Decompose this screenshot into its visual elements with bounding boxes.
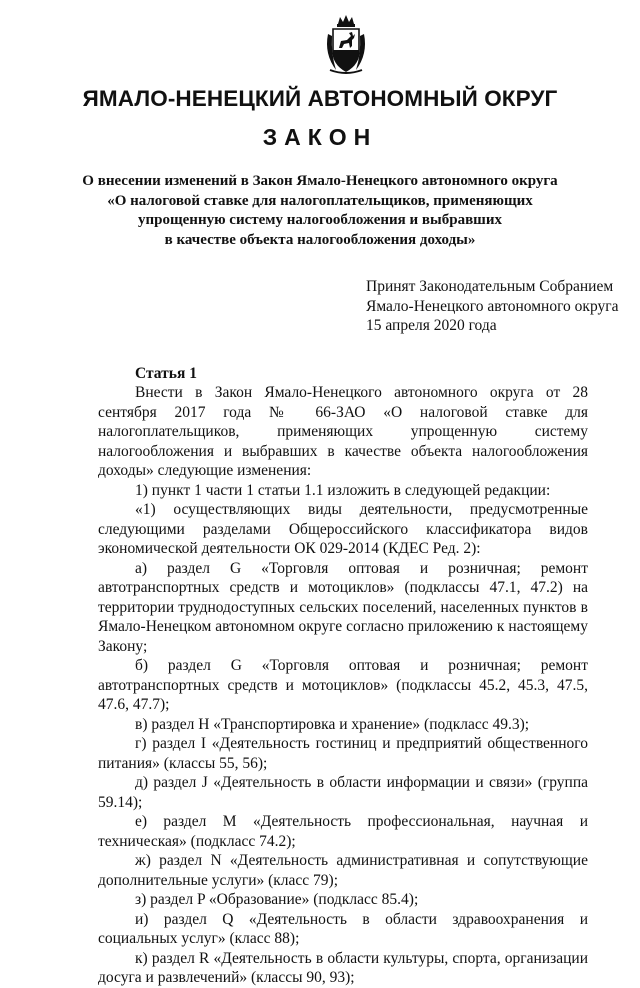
article-paragraph: е) раздел M «Деятельность профессиональная, научная и техническая» (подкласс 74.2); [98, 813, 588, 850]
coat-of-arms-icon [322, 14, 370, 76]
law-title [80, 172, 560, 250]
article-heading: Статья 1 [135, 365, 197, 382]
law-title-line: упрощенную систему налогообложения и выбравших [138, 212, 502, 228]
adoption-note [366, 277, 618, 336]
adoption-date: 15 апреля 2020 года [366, 317, 497, 334]
adoption-line: Ямало-Ненецкого автономного округа [366, 297, 619, 315]
region-name: ЯМАЛО-НЕНЕЦКИЙ АВТОНОМНЫЙ ОКРУГ [82, 86, 558, 111]
article-paragraph: Внести в Закон Ямало-Ненецкого автономного округа от 28 сентября 2017 года № 66-ЗАО «О налоговой ставке для налогоплательщиков, применяющих упрощенную систему налогообложения и выбравших в качестве объекта налогообложения доходы» следующие изменения: [98, 384, 588, 479]
article-paragraph: а) раздел G «Торговля оптовая и розничная; ремонт автотранспортных средств и мотоциклов» (подклассы 47.1, 47.2) на территории труднодоступных сельских поселений, населенных пунктов в Ямало-Ненецком автономном округе согласно приложению к настоящему Закону; [98, 559, 588, 655]
article-paragraph: ж) раздел N «Деятельность административная и сопутствующие дополнительные услуги» (класс 79); [98, 852, 588, 889]
adoption-line: Принят Законодательным Собранием [366, 278, 614, 295]
article-paragraph: д) раздел J «Деятельность в области информации и связи» (группа 59.14); [98, 774, 588, 811]
article-paragraph: к) раздел R «Деятельность в области культуры, спорта, организации досуга и развлечений» (классы 90, 93); [98, 949, 588, 986]
article-paragraph: «1) осуществляющих виды деятельности, предусмотренные следующими разделами Общероссийского классификатора видов экономической деятельности ОК 029-2014 (КДЕС Ред. 2): [98, 501, 588, 557]
article-paragraph: и) раздел Q «Деятельность в области здравоохранения и социальных услуг» (класс 88); [98, 910, 588, 947]
article-paragraph: 1) пункт 1 части 1 статьи 1.1 изложить в следующей редакции: [135, 481, 551, 499]
article-paragraph: б) раздел G «Торговля оптовая и розничная; ремонт автотранспортных средств и мотоциклов» (подклассы 45.2, 45.3, 47.5, 47.6, 47.7); [98, 657, 588, 713]
article-paragraph: г) раздел I «Деятельность гостиниц и предприятий общественного питания» (классы 55, 56); [98, 735, 588, 772]
law-title-line: «О налоговой ставке для налогоплательщиков, применяющих [107, 192, 533, 209]
article-paragraph: в) раздел H «Транспортировка и хранение» (подкласс 49.3); [135, 715, 530, 733]
law-title-line: в качестве объекта налогообложения доходы» [164, 231, 476, 248]
document-type: ЗАКОН [262, 124, 378, 150]
article-body [98, 383, 588, 988]
law-title-line: О внесении изменений в Закон Ямало-Ненецкого автономного округа [82, 173, 558, 189]
article-paragraph: з) раздел P «Образование» (подкласс 85.4); [135, 891, 419, 908]
